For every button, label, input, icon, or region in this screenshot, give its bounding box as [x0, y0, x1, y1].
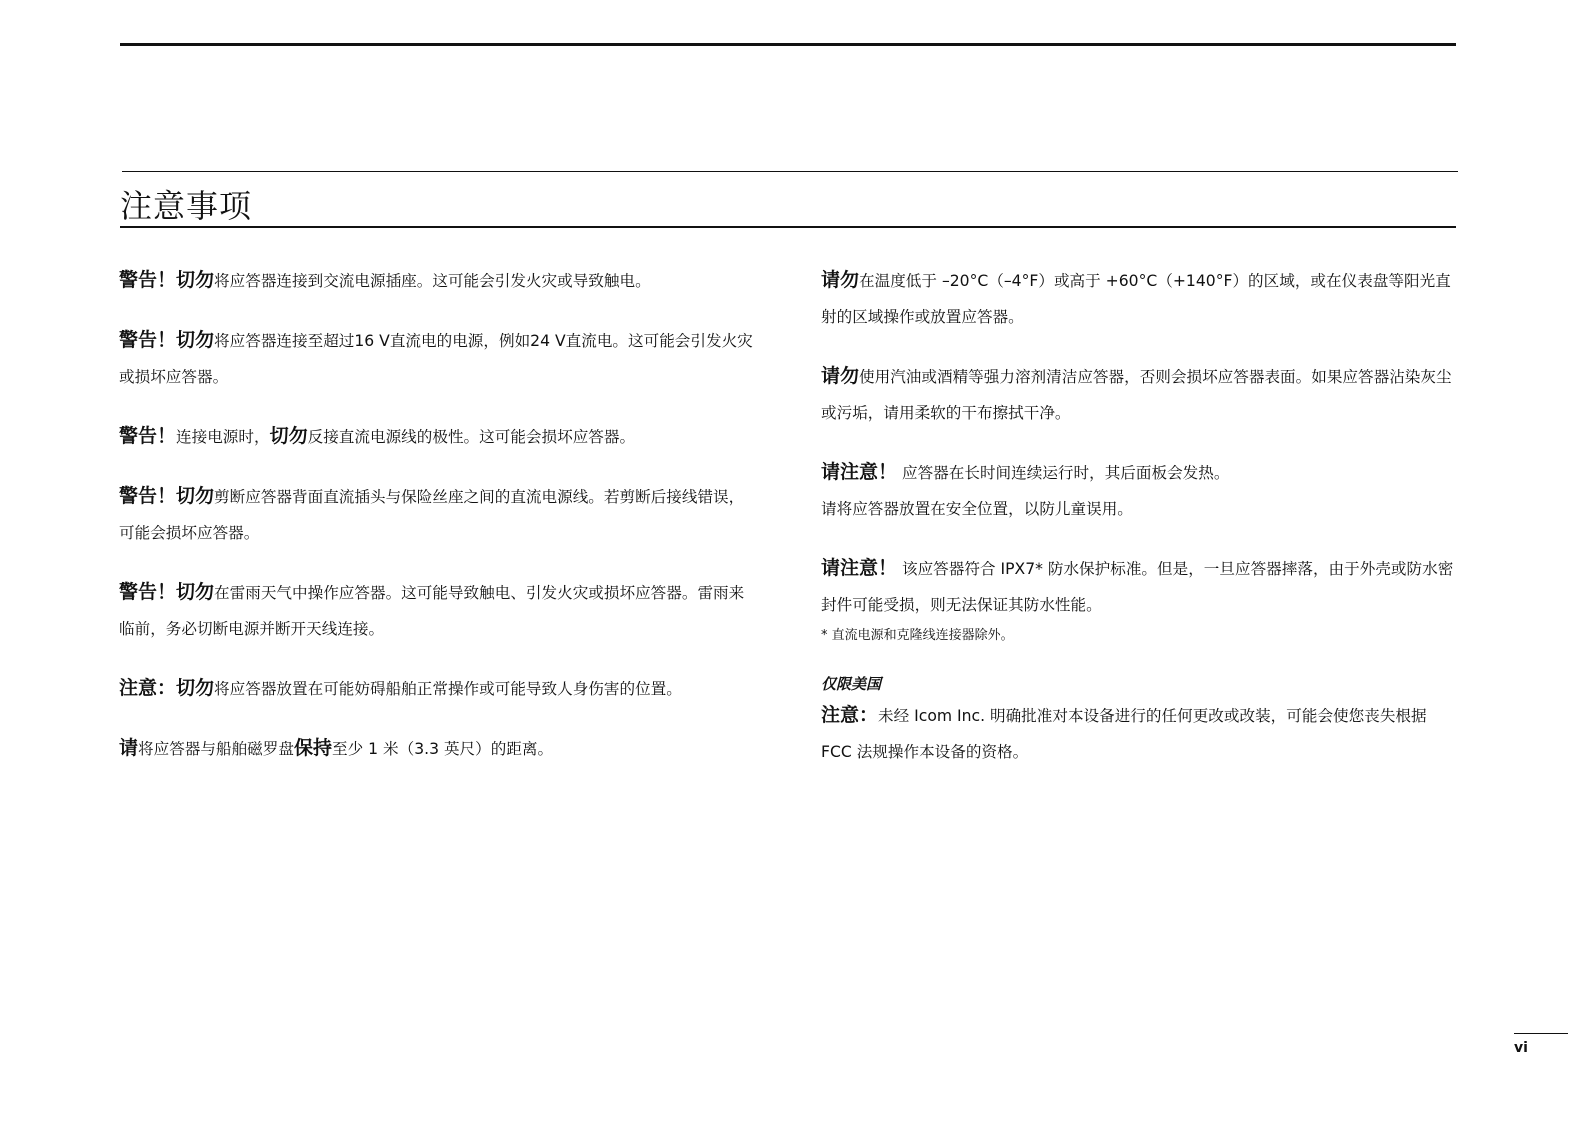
usa-only-label: 仅限美国: [821, 675, 882, 693]
page-number: vi: [1514, 1040, 1528, 1056]
left-column: [119, 262, 759, 767]
right-column: [821, 262, 1461, 770]
note-text: 将应答器与船舶磁罗盘: [138, 740, 294, 758]
note-text: 应答器在长时间连续运行时，其后面板会发热。: [901, 464, 1230, 482]
temperature-note: [821, 262, 1461, 335]
waterproof-note: [821, 550, 1461, 623]
attention-label: 请注意！: [821, 557, 898, 579]
note-text-second-line: 请将应答器放置在安全位置，以防儿童误用。: [821, 500, 1133, 518]
never-label: 切勿: [176, 269, 215, 291]
caution-label: 注意：: [821, 704, 879, 726]
warning-cut-cable: [119, 478, 759, 551]
warning-label: 警告！: [119, 485, 177, 507]
note-text: 使用汽油或酒精等强力溶剂清洁应答器，否则会损坏应答器表面。如果应答器沾染灰尘或污垢，请用柔软的干布擦拭干净。: [821, 368, 1452, 422]
warning-text: 将应答器连接至超过16 V直流电的电源，例如24 V直流电。这可能会引发火灾或损坏应答器。: [119, 332, 753, 386]
warning-thunderstorm: [119, 574, 759, 647]
top-rule: [120, 43, 1456, 46]
warning-ac-outlet: [119, 262, 759, 299]
warning-label: 警告！: [119, 269, 177, 291]
never-label: 切勿: [176, 485, 215, 507]
waterproof-footnote: * 直流电源和克隆线连接器除外。: [821, 628, 1014, 643]
please-label: 请: [119, 737, 139, 759]
warning-label: 警告！: [119, 425, 177, 447]
page-title: 注意事项: [120, 187, 253, 225]
fcc-caution: [821, 697, 1461, 770]
title-rule-top: [122, 171, 1458, 172]
never-label: 切勿: [176, 581, 215, 603]
warning-voltage: [119, 322, 759, 395]
note-text-end: 至少 1 米（3.3 英尺）的距离。: [331, 740, 554, 758]
caution-placement: [119, 670, 759, 707]
do-not-label: 请勿: [821, 365, 860, 387]
warning-text: 反接直流电源线的极性。这可能会损坏应答器。: [307, 428, 636, 446]
keep-label: 保持: [293, 737, 332, 759]
cleaning-note: [821, 358, 1461, 431]
note-text: 在温度低于 –20°C（–4°F）或高于 +60°C（+140°F）的区域，或在仪表盘等阳光直射的区域操作或放置应答器。: [821, 272, 1451, 326]
warning-label: 警告！: [119, 581, 177, 603]
caution-text: 未经 Icom Inc. 明确批准对本设备进行的任何更改或改装，可能会使您丧失根据 FCC 法规操作本设备的资格。: [821, 707, 1427, 761]
never-label: 切勿: [176, 677, 215, 699]
warning-lead-text: 连接电源时，: [176, 428, 270, 446]
warning-polarity: [119, 418, 759, 455]
heat-note: [821, 454, 1461, 527]
attention-label: 请注意！: [821, 461, 898, 483]
do-not-label: 请勿: [821, 269, 860, 291]
warning-label: 警告！: [119, 329, 177, 351]
warning-text: 将应答器连接到交流电源插座。这可能会引发火灾或导致触电。: [214, 272, 651, 290]
never-label: 切勿: [176, 329, 215, 351]
caution-label: 注意：: [119, 677, 177, 699]
title-rule-bottom: [120, 226, 1456, 228]
caution-text: 将应答器放置在可能妨碍船舶正常操作或可能导致人身伤害的位置。: [214, 680, 682, 698]
warning-text: 剪断应答器背面直流插头与保险丝座之间的直流电源线。若剪断后接线错误，可能会损坏应答器。: [119, 488, 745, 542]
compass-distance-note: [119, 730, 759, 767]
page-number-rule: [1514, 1033, 1568, 1034]
warning-text: 在雷雨天气中操作应答器。这可能导致触电、引发火灾或损坏应答器。雷雨来临前，务必切断电源并断开天线连接。: [119, 584, 745, 638]
never-label: 切勿: [269, 425, 308, 447]
note-text: 该应答器符合 IPX7* 防水保护标准。但是，一旦应答器摔落，由于外壳或防水密封件可能受损，则无法保证其防水性能。: [821, 560, 1454, 614]
